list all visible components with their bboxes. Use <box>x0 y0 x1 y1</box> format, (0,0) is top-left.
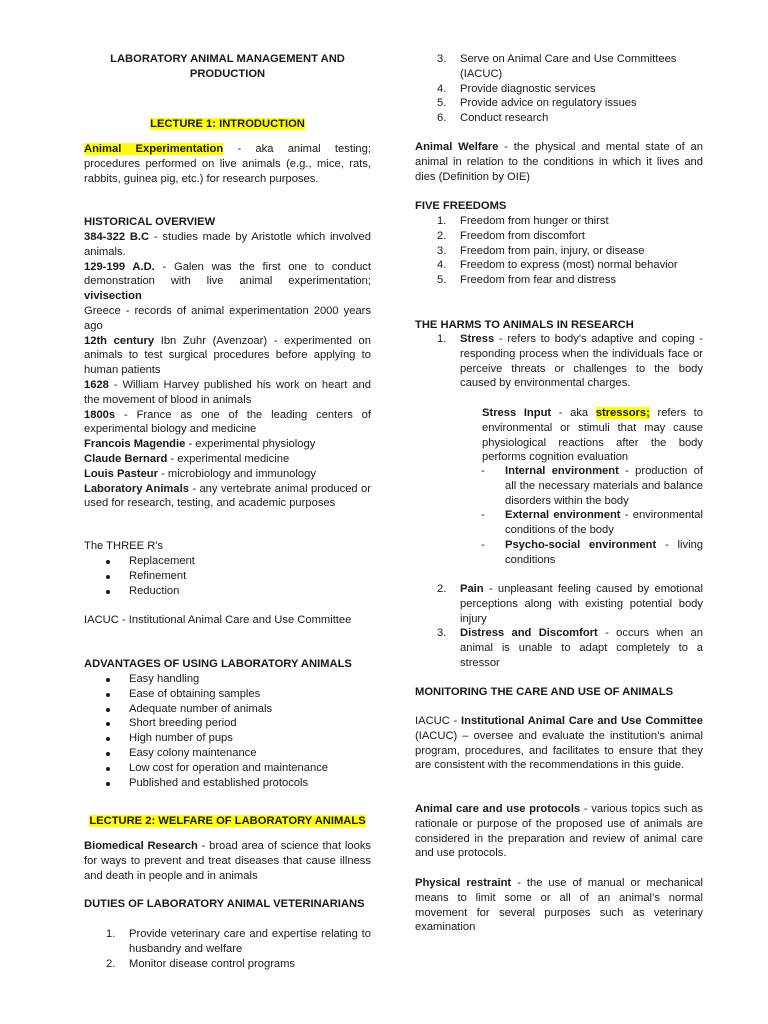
list-item: Ease of obtaining samples <box>84 687 371 702</box>
history-item: 384-322 B.C - studies made by Aristotle which involved animals. <box>84 231 371 258</box>
bullet-icon <box>106 752 110 756</box>
document-title <box>84 52 371 82</box>
duties-heading: DUTIES OF LABORATORY ANIMAL VETERINARIANS <box>84 898 365 910</box>
bullet-icon <box>106 590 110 594</box>
list-item: Published and established protocols <box>84 776 371 791</box>
list-item: - Psycho-social environment - living conditions <box>481 538 704 566</box>
physical-restraint-def: Physical restraint - the use of manual or mechanical means to limit some or all of an animal’s normal movement for several purposes such as veterinary examination <box>415 877 703 934</box>
advantages-heading: ADVANTAGES OF USING LABORATORY ANIMALS <box>84 658 352 670</box>
harms-heading: THE HARMS TO ANIMALS IN RESEARCH <box>415 319 634 331</box>
list-item: 4. Provide diagnostic services <box>437 82 596 95</box>
list-item: 3. Serve on Animal Care and Use Committees (IACUC) <box>437 53 677 80</box>
environment-list <box>415 464 703 568</box>
list-item: High number of pups <box>84 731 371 746</box>
history-item: Greece - records of animal experimentation 2000 years ago <box>84 304 371 332</box>
harms-list-continued <box>415 582 703 671</box>
bullet-icon <box>106 678 110 682</box>
history-list <box>84 230 371 511</box>
iacuc-monitoring-def: IACUC - Institutional Animal Care and Use Committee (IACUC) – oversee and evaluate the institution’s animal program, procedures, and facilitates to ensure that they are consistent with the recommendations in this guide. <box>415 715 704 772</box>
list-item: Replacement <box>84 554 371 569</box>
bullet-icon <box>106 560 110 564</box>
list-item: 6. Conduct research <box>437 112 549 125</box>
list-item: - Internal environment - production of all the necessary materials and balance disorders within the body <box>481 465 703 507</box>
bullet-icon <box>106 575 110 579</box>
animal-experimentation-def: Animal Experimentation - aka animal testing; procedures performed on live animals (e.g., mice, rats, rabbits, guinea pig, etc.) for research purposes. <box>84 143 371 185</box>
list-item: Refinement <box>84 569 371 584</box>
monitoring-heading: MONITORING THE CARE AND USE OF ANIMALS <box>415 686 674 698</box>
historical-overview-heading: HISTORICAL OVERVIEW <box>84 216 216 228</box>
list-item: 2. Monitor disease control programs <box>106 957 296 970</box>
protocols-def: Animal care and use protocols - various topics such as rationale or purpose of the proposed use of animals are considered in the preparation and review of animal care and use protocols. <box>415 803 703 860</box>
biomedical-research-def: Biomedical Research - broad area of science that looks for ways to prevent and treat diseases that cause illness and death in people and in animals <box>84 840 372 882</box>
five-freedoms-list <box>415 214 703 288</box>
history-item: 129-199 A.D. - Galen was the first one to conduct demonstration with live animal experimentation; vivisection <box>84 260 372 303</box>
history-item: 1628 - William Harvey published his work on heart and the movement of blood in animals <box>84 378 371 406</box>
lecture2-heading: LECTURE 2: WELFARE OF LABORATORY ANIMALS <box>89 815 366 827</box>
list-item: Easy colony maintenance <box>84 746 371 761</box>
bullet-icon <box>106 737 110 741</box>
history-item: Louis Pasteur - microbiology and immunology <box>84 467 316 480</box>
list-item: 2. Freedom from discomfort <box>437 229 585 242</box>
three-rs-list <box>84 554 371 598</box>
harms-list <box>415 332 703 391</box>
list-item: - External environment - environmental conditions of the body <box>481 509 703 537</box>
bullet-icon <box>106 722 110 726</box>
iacuc-definition: IACUC - Institutional Animal Care and Use Committee <box>84 614 352 626</box>
history-item: Laboratory Animals - any vertebrate animal produced or used for research, testing, and academic purposes <box>84 482 371 510</box>
list-item: 5. Freedom from fear and distress <box>437 274 617 287</box>
list-item: Short breeding period <box>84 716 371 731</box>
bullet-icon <box>106 693 110 697</box>
title-line-1: LABORATORY ANIMAL MANAGEMENT AND <box>110 53 345 65</box>
list-item: 5. Provide advice on regulatory issues <box>437 97 637 110</box>
lecture1-heading: LECTURE 1: INTRODUCTION <box>150 118 305 130</box>
history-item: Francois Magendie - experimental physiology <box>84 438 316 451</box>
list-item: 1. Provide veterinary care and expertise relating to husbandry and welfare <box>106 928 371 955</box>
three-rs-heading: The THREE R's <box>84 540 164 552</box>
bullet-icon <box>106 767 110 771</box>
bullet-icon <box>106 708 110 712</box>
list-item: 3. Distress and Discomfort - occurs when an animal is unable to adapt completely to a stressor <box>437 627 703 669</box>
bullet-icon <box>106 782 110 786</box>
list-item: Low cost for operation and maintenance <box>84 761 371 776</box>
list-item: 4. Freedom to express (most) normal behavior <box>437 259 678 272</box>
duties-list <box>84 927 371 971</box>
list-item: Reduction <box>84 584 371 599</box>
list-item: 1. Stress - refers to body's adaptive and coping - responding process when the individuals face or perceive threats or challenges to the body caused by environmental charges. <box>437 333 703 390</box>
list-item: Easy handling <box>84 672 371 687</box>
stress-input-def: Stress Input - aka stressors; refers to environmental or stimuli that may cause physiological reactions after the body performs cognition evaluation <box>482 407 703 464</box>
list-item: Adequate number of animals <box>84 702 371 717</box>
history-item: Claude Bernard - experimental medicine <box>84 452 290 465</box>
list-item: 3. Freedom from pain, injury, or disease <box>437 244 645 257</box>
animal-welfare-def: Animal Welfare - the physical and mental state of an animal in relation to the conditions in which it lives and dies (Definition by OIE) <box>415 141 703 183</box>
five-freedoms-heading: FIVE FREEDOMS <box>415 200 507 212</box>
history-item: 12th century Ibn Zuhr (Avenzoar) - experimented on animals to test surgical procedures before applying to human patients <box>84 334 372 377</box>
list-item: 1. Freedom from hunger or thirst <box>437 215 609 227</box>
history-item: 1800s - France as one of the leading centers of experimental biology and medicine <box>84 408 371 436</box>
advantages-list <box>84 672 371 790</box>
list-item: 2. Pain - unpleasant feeling caused by emotional perceptions along with existing potential body injury <box>437 583 703 625</box>
title-line-2: PRODUCTION <box>189 67 266 80</box>
duties-list-continued <box>415 52 703 126</box>
